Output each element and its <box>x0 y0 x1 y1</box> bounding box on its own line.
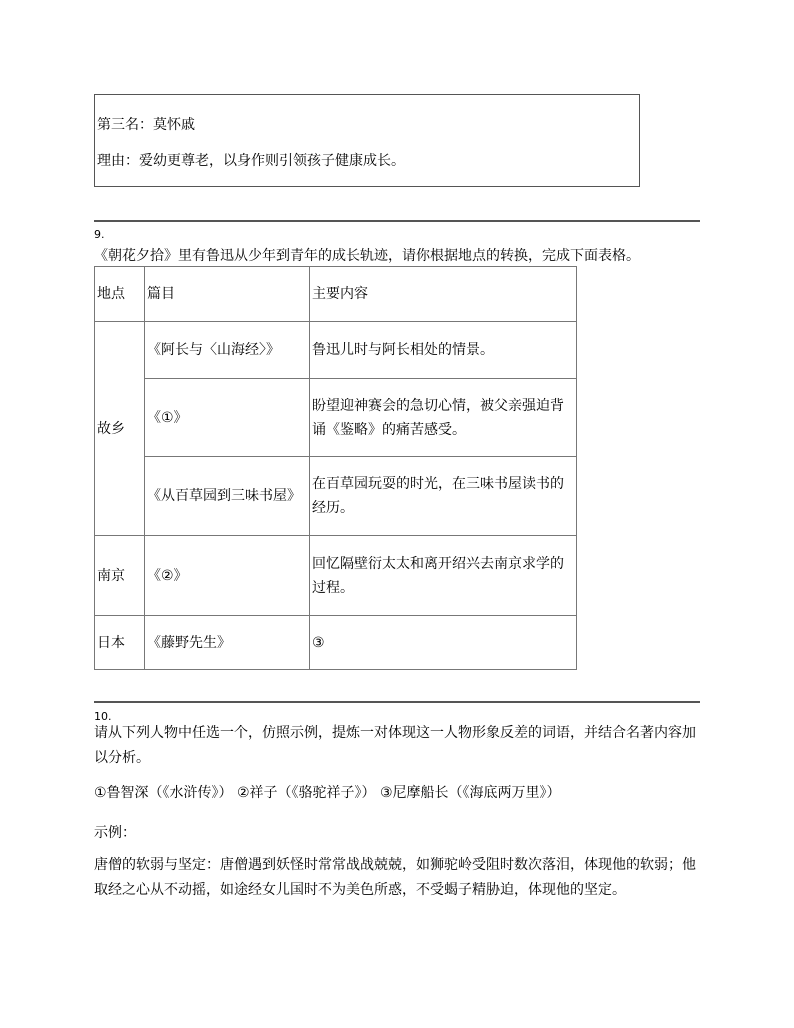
answer-reason: 理由：爱幼更尊老，以身作则引领孩子健康成长。 <box>97 153 405 169</box>
content-cell: 盼望迎神赛会的急切心情，被父亲强迫背诵《鉴略》的痛苦感受。 <box>310 379 577 457</box>
header-place: 地点 <box>95 267 145 322</box>
answer-rank: 第三名：莫怀戚 <box>97 117 195 133</box>
answer-box <box>94 94 640 187</box>
answer-table <box>94 266 577 670</box>
question-number: 10. <box>94 710 112 723</box>
table-row <box>95 322 577 379</box>
table-row <box>95 457 577 536</box>
question-prompt: 《朝花夕拾》里有鲁迅从少年到青年的成长轨迹，请你根据地点的转换，完成下面表格。 <box>94 248 640 264</box>
place-cell: 南京 <box>95 536 145 616</box>
title-cell: 《从百草园到三味书屋》 <box>145 457 310 536</box>
content-cell: 鲁迅儿时与阿长相处的情景。 <box>310 322 577 379</box>
content-cell: 回忆隔壁衍太太和离开绍兴去南京求学的过程。 <box>310 536 577 616</box>
header-content: 主要内容 <box>310 267 577 322</box>
table-row <box>95 616 577 670</box>
divider <box>94 701 700 703</box>
question-prompt: 请从下列人物中任选一个，仿照示例，提炼一对体现这一人物形象反差的词语，并结合名著内容加以分析。 <box>94 725 696 766</box>
title-cell: 《阿长与〈山海经〉》 <box>145 322 310 379</box>
title-cell-blank-1: 《①》 <box>145 379 310 457</box>
divider <box>94 220 700 222</box>
example-text: 唐僧的软弱与坚定：唐僧遇到妖怪时常常战战兢兢，如狮驼岭受阻时数次落泪，体现他的软弱；他取经之心从不动摇，如途经女儿国时不为美色所惑，不受蝎子精胁迫，体现他的坚定。 <box>94 857 696 898</box>
place-cell: 日本 <box>95 616 145 670</box>
table-header-row <box>95 267 577 322</box>
title-cell: 《藤野先生》 <box>145 616 310 670</box>
character-options: ①鲁智深（《水浒传》） ②祥子（《骆驼祥子》） ③尼摩船长（《海底两万里》） <box>94 785 561 801</box>
table-row <box>95 536 577 616</box>
content-cell: 在百草园玩耍的时光，在三味书屋读书的经历。 <box>310 457 577 536</box>
question-number: 9. <box>94 228 105 241</box>
example-label: 示例： <box>94 825 136 841</box>
content-cell-blank-3: ③ <box>310 616 577 670</box>
title-cell-blank-2: 《②》 <box>145 536 310 616</box>
table-row <box>95 379 577 457</box>
header-title: 篇目 <box>145 267 310 322</box>
place-cell: 故乡 <box>95 322 145 536</box>
